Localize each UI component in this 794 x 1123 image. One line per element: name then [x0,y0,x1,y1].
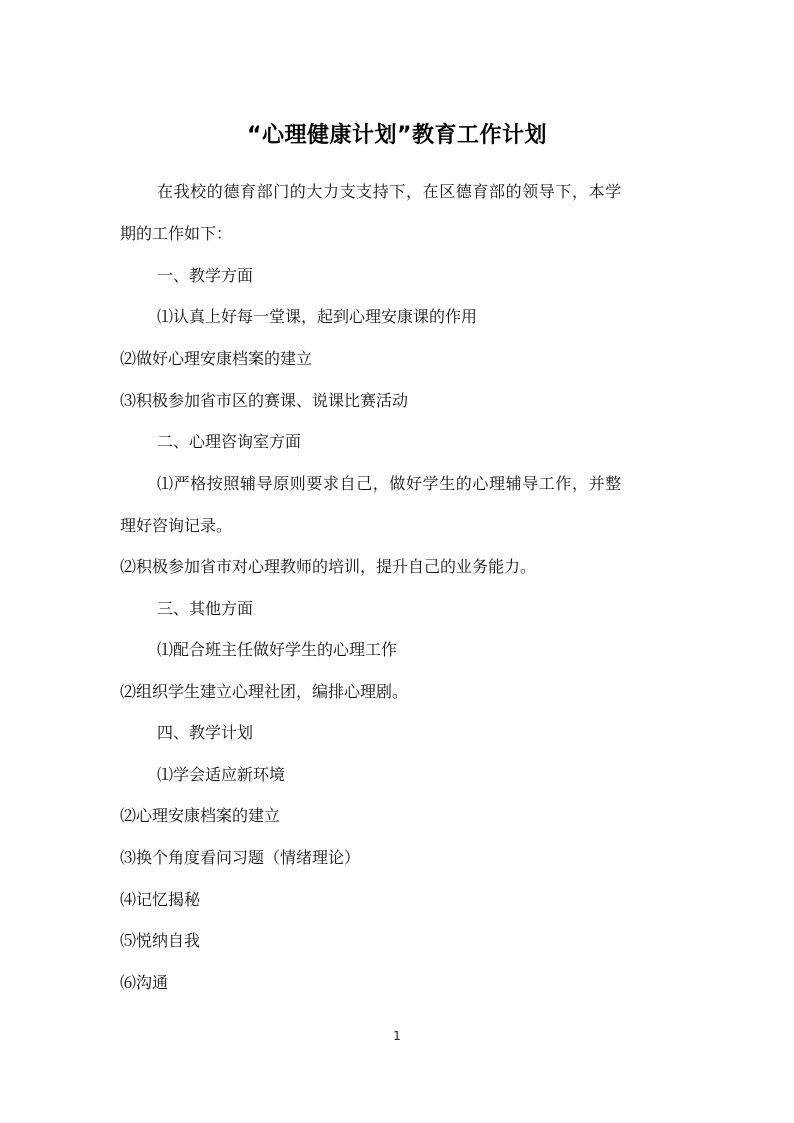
other-item-2: ⑵组织学生建立心理社团，编排心理剧。 [120,682,409,701]
page-number: 1 [393,1029,401,1043]
page-title: “心理健康计划”教育工作计划 [247,123,547,148]
section-heading-teaching: 一、教学方面 [157,266,254,285]
teaching-item-1: ⑴认真上好每一堂课，起到心理安康课的作用 [157,307,478,326]
section-heading-counseling: 二、心理咨询室方面 [157,432,302,451]
plan-item-4: ⑷记忆揭秘 [120,890,201,909]
plan-item-5: ⑸悦纳自我 [120,931,201,950]
counseling-item-1-line-1: ⑴严格按照辅导原则要求自己，做好学生的心理辅导工作，并整 [157,474,622,493]
plan-item-6: ⑹沟通 [120,973,169,992]
teaching-item-2: ⑵做好心理安康档案的建立 [120,349,313,368]
section-heading-plan: 四、教学计划 [157,723,254,742]
teaching-item-3: ⑶积极参加省市区的赛课、说课比赛活动 [120,391,409,410]
plan-item-2: ⑵心理安康档案的建立 [120,806,281,825]
section-heading-other: 三、其他方面 [157,599,254,618]
other-item-1: ⑴配合班主任做好学生的心理工作 [157,640,398,659]
plan-item-3: ⑶换个角度看问习题（情绪理论） [120,848,361,867]
counseling-item-2: ⑵积极参加省市对心理教师的培训，提升自己的业务能力。 [120,557,537,576]
intro-paragraph-line-2: 期的工作如下： [120,224,233,243]
counseling-item-1-line-2: 理好咨询记录。 [120,516,233,535]
intro-paragraph-line-1: 在我校的德育部门的大力支支持下，在区德育部的领导下，本学 [157,182,622,201]
plan-item-1: ⑴学会适应新环境 [157,765,286,784]
